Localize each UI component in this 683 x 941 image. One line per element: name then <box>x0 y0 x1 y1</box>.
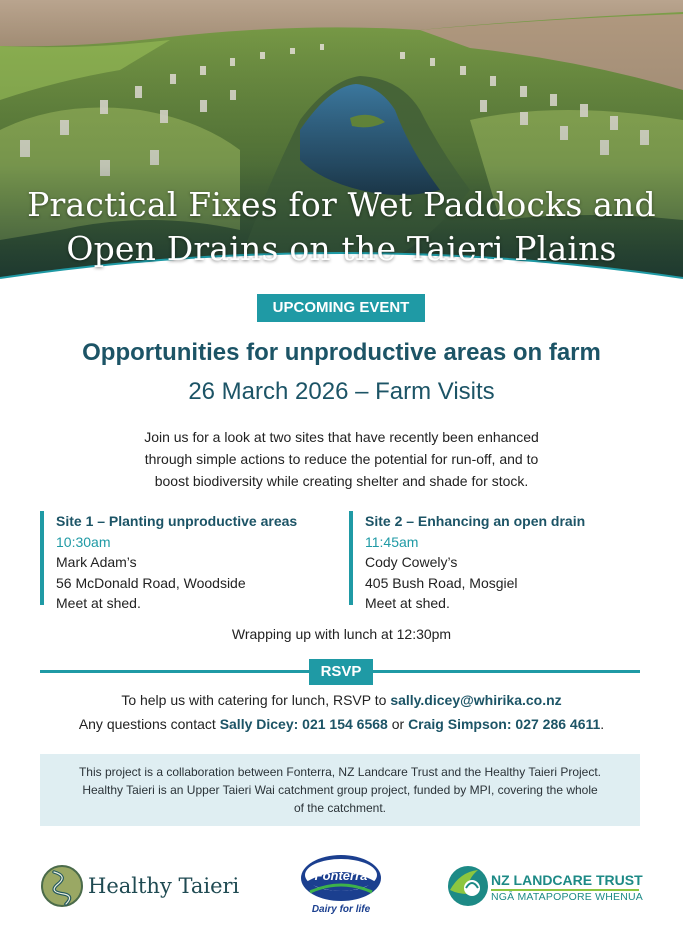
river-emblem-icon <box>40 864 84 908</box>
healthy-taieri-wordmark: Healthy Taieri <box>88 874 240 898</box>
site-time: 11:45am <box>365 533 419 550</box>
rsvp-line <box>0 692 683 708</box>
intro-line: Join us for a look at two sites that have recently been enhanced <box>144 429 539 445</box>
project-note <box>40 754 640 826</box>
intro-line: boost biodiversity while creating shelter and shade for stock. <box>154 473 529 489</box>
rsvp-text: To help us with catering for lunch, RSVP to <box>121 692 391 708</box>
lunch-note: Wrapping up with lunch at 12:30pm <box>231 626 452 642</box>
note-line: Healthy Taieri is an Upper Taieri Wai catchment group project, funded by MPI, covering the whole <box>82 783 598 797</box>
rsvp-badge: RSVP <box>309 659 373 685</box>
intro-line: through simple actions to reduce the potential for run-off, and to <box>144 451 539 467</box>
title-line-1: Practical Fixes for Wet Paddocks and <box>27 185 656 224</box>
title-line-2: Open Drains on the Taieri Plains <box>66 229 617 268</box>
landcare-emblem-icon <box>446 864 490 908</box>
upcoming-event-badge: UPCOMING EVENT <box>257 294 425 322</box>
fonterra-tagline: Dairy for life <box>311 904 371 915</box>
note-line: This project is a collaboration between Fonterra, NZ Landcare Trust and the Healthy Taieri Project. <box>78 765 602 779</box>
intro-text <box>90 426 593 492</box>
event-date: 26 March 2026 – Farm Visits <box>188 378 495 405</box>
fonterra-logo <box>298 852 384 922</box>
nzlt-name: NZ LANDCARE TRUST <box>491 872 643 888</box>
site-time: 10:30am <box>56 533 111 550</box>
page-title <box>0 183 683 271</box>
site-host: Mark Adam’s <box>56 554 137 570</box>
contact-line <box>0 716 683 732</box>
site-2-card <box>349 511 655 611</box>
contact-end: . <box>600 716 605 732</box>
contact-text: Any questions contact <box>78 716 220 732</box>
hero-banner <box>0 0 683 300</box>
site-host: Cody Cowely’s <box>365 554 458 570</box>
contact-or: or <box>387 716 409 732</box>
site-address: 56 McDonald Road, Woodside <box>56 574 246 591</box>
contact-craig[interactable]: Craig Simpson: 027 286 4611 <box>408 716 601 732</box>
site-address: 405 Bush Road, Mosgiel <box>365 574 518 591</box>
fonterra-wordmark: Fonterra <box>314 868 368 883</box>
site-title: Site 2 – Enhancing an open drain <box>365 513 586 529</box>
site-1-card <box>40 511 346 611</box>
healthy-taieri-logo <box>40 862 250 910</box>
contact-sally[interactable]: Sally Dicey: 021 154 6568 <box>219 716 388 732</box>
rsvp-email-link[interactable]: sally.dicey@whirika.co.nz <box>390 692 562 708</box>
site-meeting-point: Meet at shed. <box>365 595 450 611</box>
nzlt-maori-name: NGĀ MATAPOPORE WHENUA <box>491 891 643 903</box>
fonterra-emblem-icon <box>298 852 384 904</box>
site-title: Site 1 – Planting unproductive areas <box>56 513 298 529</box>
nz-landcare-trust-logo <box>446 862 642 910</box>
event-headline: Opportunities for unproductive areas on farm <box>82 339 601 366</box>
site-meeting-point: Meet at shed. <box>56 595 141 611</box>
note-line: of the catchment. <box>293 801 387 815</box>
